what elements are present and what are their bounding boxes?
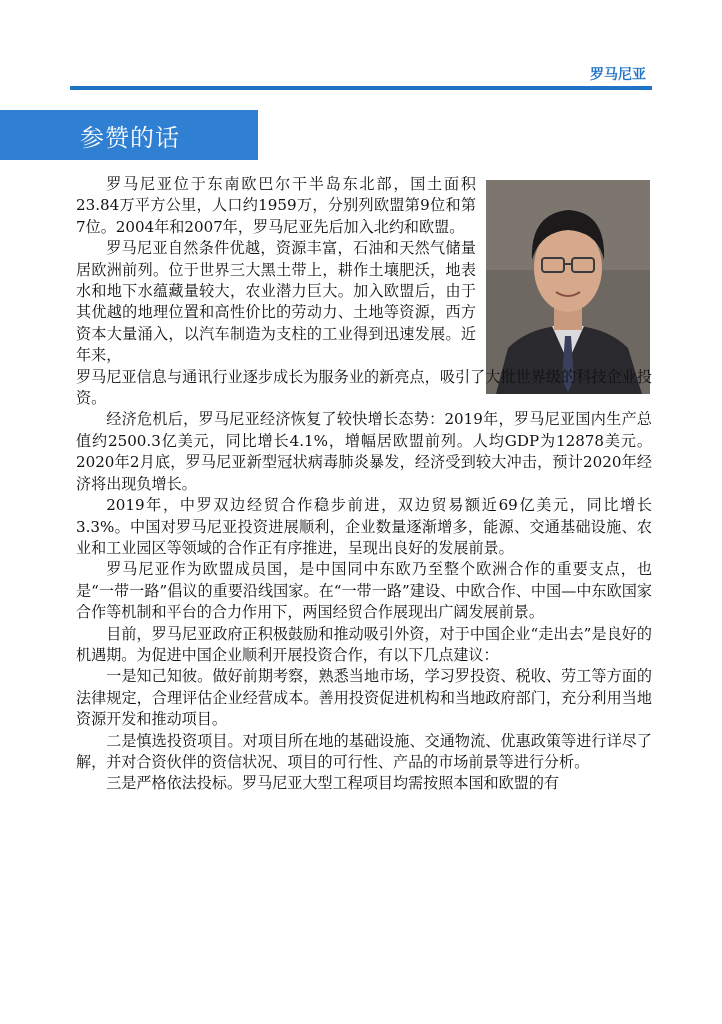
header-rule: [70, 86, 652, 90]
paragraph: 目前，罗马尼亚政府正积极鼓励和推动吸引外资，对于中国企业“走出去”是良好的机遇期。为促进中国企业顺利开展投资合作，有以下几点建议：: [76, 624, 652, 664]
paragraph: 罗马尼亚位于东南欧巴尔干半岛东北部，国土面积23.84万平方公里，人口约1959万，分别列欧盟第9位和第7位。2004年和2007年，罗马尼亚先后加入北约和欧盟。: [76, 175, 476, 236]
paragraph: 三是严格依法投标。罗马尼亚大型工程项目均需按照本国和欧盟的有: [106, 774, 560, 793]
paragraph: 经济危机后，罗马尼亚经济恢复了较快增长态势：2019年，罗马尼亚国内生产总值约2500.3亿美元，同比增长4.1%，增幅居欧盟前列。人均GDP为12878美元。2020年2月底，罗马尼亚新型冠状病毒肺炎暴发，经济受到较大冲击，预计2020年经济将出现负增长。: [76, 410, 652, 493]
paragraph: 罗马尼亚自然条件优越，资源丰富，石油和天然气储量居欧洲前列。位于世界三大黑土带上，耕作土壤肥沃，地表水和地下水蕴藏量较大，农业潜力巨大。加入欧盟后，由于其优越的地理位置和高性价比的劳动力、土地等资源，西方资本大量涌入，以汽车制造为支柱的工业得到迅速发展。近年来，: [76, 239, 476, 365]
article-body: [76, 174, 652, 795]
paragraph: 一是知己知彼。做好前期考察，熟悉当地市场，学习罗投资、税收、劳工等方面的法律规定，合理评估企业经营成本。善用投资促进机构和当地政府部门，充分利用当地资源开发和推动项目。: [76, 667, 652, 729]
running-title: 罗马尼亚: [590, 67, 646, 83]
paragraph: 2019年，中罗双边经贸合作稳步前进，双边贸易额近69亿美元，同比增长3.3%。中国对罗马尼亚投资进展顺利，企业数量逐渐增多，能源、交通基础设施、农业和工业园区等领域的合作正有序推进，呈现出良好的发展前景。: [76, 496, 652, 557]
section-title: 参赞的话: [80, 124, 180, 152]
paragraph: 二是慎选投资项目。对项目所在地的基础设施、交通物流、优惠政策等进行详尽了解，并对合资伙伴的资信状况、项目的可行性、产品的市场前景等进行分析。: [76, 731, 652, 771]
paragraph: 罗马尼亚作为欧盟成员国，是中国同中东欧乃至整个欧洲合作的重要支点，也是“一带一路”倡议的重要沿线国家。在“一带一路”建设、中欧合作、中国—中东欧国家合作等机制和平台的合力作用下，两国经贸合作展现出广阔发展前景。: [76, 560, 652, 622]
paragraph: 罗马尼亚信息与通讯行业逐步成长为服务业的新亮点，吸引了大批世界级的科技企业投资。: [76, 367, 652, 408]
